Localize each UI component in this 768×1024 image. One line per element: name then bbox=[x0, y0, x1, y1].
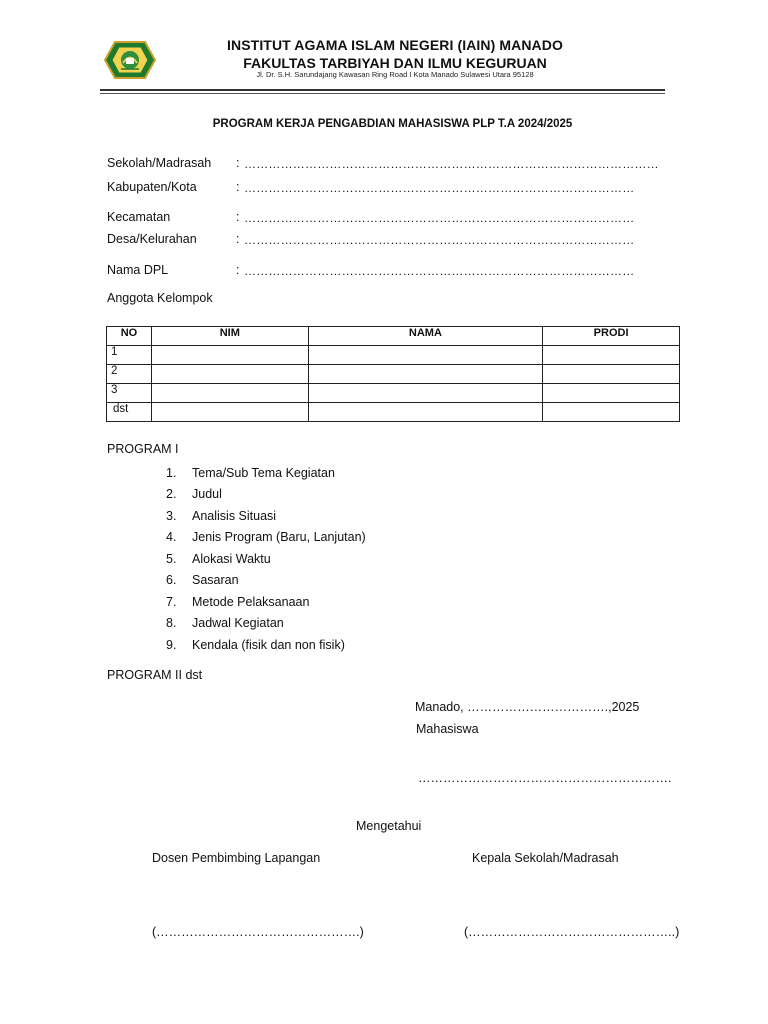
table-row bbox=[107, 403, 680, 422]
list-item bbox=[166, 466, 335, 480]
field-colon: : bbox=[236, 210, 240, 224]
field-label-dpl: Nama DPL bbox=[107, 263, 169, 277]
cell-nim[interactable] bbox=[151, 346, 308, 365]
table-row bbox=[107, 384, 680, 403]
list-item bbox=[166, 638, 345, 652]
field-fill-district[interactable]: …………………………………………………………………………………… bbox=[244, 211, 635, 225]
list-item-number: 9. bbox=[166, 638, 177, 652]
cell-nim[interactable] bbox=[151, 384, 308, 403]
cell-prodi[interactable] bbox=[543, 403, 680, 422]
list-item bbox=[166, 487, 222, 501]
list-item-number: 6. bbox=[166, 573, 177, 587]
list-item-text: Sasaran bbox=[192, 573, 239, 587]
list-item-number: 2. bbox=[166, 487, 177, 501]
field-fill-village[interactable]: …………………………………………………………………………………… bbox=[244, 233, 635, 247]
list-item-text: Metode Pelaksanaan bbox=[192, 595, 310, 609]
list-item-number: 5. bbox=[166, 552, 177, 566]
cell-nama[interactable] bbox=[308, 365, 543, 384]
faculty-name: FAKULTAS TARBIYAH DAN ILMU KEGURUAN bbox=[243, 55, 547, 71]
table-header-row bbox=[107, 327, 680, 346]
cell-nim[interactable] bbox=[151, 403, 308, 422]
field-fill-regency[interactable]: …………………………………………………………………………………… bbox=[244, 181, 635, 195]
field-label-district: Kecamatan bbox=[107, 210, 171, 224]
field-colon: : bbox=[236, 156, 240, 170]
column-header-no: NO bbox=[107, 327, 152, 346]
column-header-nim: NIM bbox=[151, 327, 308, 346]
list-item bbox=[166, 552, 271, 566]
list-item-text: Judul bbox=[192, 487, 222, 501]
student-signature-line[interactable]: ……………………………………………………. bbox=[418, 771, 672, 785]
row-number: dst bbox=[107, 403, 152, 422]
field-label-regency: Kabupaten/Kota bbox=[107, 180, 197, 194]
cell-nama[interactable] bbox=[308, 346, 543, 365]
field-label-village: Desa/Kelurahan bbox=[107, 232, 197, 246]
institution-name: INSTITUT AGAMA ISLAM NEGERI (IAIN) MANADO bbox=[227, 37, 563, 53]
cell-prodi[interactable] bbox=[543, 365, 680, 384]
place-date: Manado, …………………………….,2025 bbox=[415, 700, 640, 714]
field-colon: : bbox=[236, 263, 240, 277]
list-item-number: 3. bbox=[166, 509, 177, 523]
list-item-text: Alokasi Waktu bbox=[192, 552, 271, 566]
row-number: 2 bbox=[107, 365, 152, 384]
cell-prodi[interactable] bbox=[543, 346, 680, 365]
acknowledge-label: Mengetahui bbox=[356, 819, 422, 833]
cell-nama[interactable] bbox=[308, 384, 543, 403]
header-divider-thick bbox=[100, 89, 665, 91]
members-table bbox=[106, 326, 680, 422]
list-item-text: Jenis Program (Baru, Lanjutan) bbox=[192, 530, 366, 544]
list-item-number: 1. bbox=[166, 466, 177, 480]
list-item-number: 4. bbox=[166, 530, 177, 544]
column-header-nama: NAMA bbox=[308, 327, 543, 346]
list-item-number: 7. bbox=[166, 595, 177, 609]
table-row bbox=[107, 365, 680, 384]
field-colon: : bbox=[236, 232, 240, 246]
row-number: 1 bbox=[107, 346, 152, 365]
list-item bbox=[166, 616, 284, 630]
column-header-prodi: PRODI bbox=[543, 327, 680, 346]
cell-nama[interactable] bbox=[308, 403, 543, 422]
list-item-text: Analisis Situasi bbox=[192, 509, 277, 523]
dpl-signature-line[interactable]: (………………………………………….) bbox=[152, 925, 364, 939]
header-divider-thin bbox=[100, 93, 665, 94]
list-item-text: Tema/Sub Tema Kegiatan bbox=[192, 466, 335, 480]
head-role: Kepala Sekolah/Madrasah bbox=[472, 851, 619, 865]
document-title: PROGRAM KERJA PENGABDIAN MAHASISWA PLP T.A 2024/2025 bbox=[212, 118, 573, 130]
list-item-number: 8. bbox=[166, 616, 177, 630]
members-label: Anggota Kelompok bbox=[107, 291, 213, 305]
cell-nim[interactable] bbox=[151, 365, 308, 384]
field-fill-dpl[interactable]: …………………………………………………………………………………… bbox=[244, 264, 635, 278]
dpl-role: Dosen Pembimbing Lapangan bbox=[152, 851, 321, 865]
list-item bbox=[166, 595, 309, 609]
program-2-label: PROGRAM II dst bbox=[107, 668, 203, 682]
iain-manado-logo-icon bbox=[101, 36, 159, 84]
list-item-text: Kendala (fisik dan non fisik) bbox=[192, 638, 345, 652]
row-number: 3 bbox=[107, 384, 152, 403]
student-role: Mahasiswa bbox=[416, 722, 479, 736]
head-signature-line[interactable]: (…………………………………………..) bbox=[464, 925, 680, 939]
list-item-text: Jadwal Kegiatan bbox=[192, 616, 284, 630]
field-colon: : bbox=[236, 180, 240, 194]
field-fill-school[interactable]: ………………………………………………………………………………………… bbox=[244, 157, 659, 171]
table-row bbox=[107, 346, 680, 365]
list-item bbox=[166, 530, 366, 544]
program-1-label: PROGRAM I bbox=[107, 442, 179, 456]
list-item bbox=[166, 573, 239, 587]
cell-prodi[interactable] bbox=[543, 384, 680, 403]
field-label-school: Sekolah/Madrasah bbox=[107, 156, 212, 170]
list-item bbox=[166, 509, 276, 523]
institution-address: Jl. Dr. S.H. Sarundajang Kawasan Ring Road I Kota Manado Sulawesi Utara 95128 bbox=[256, 70, 534, 79]
